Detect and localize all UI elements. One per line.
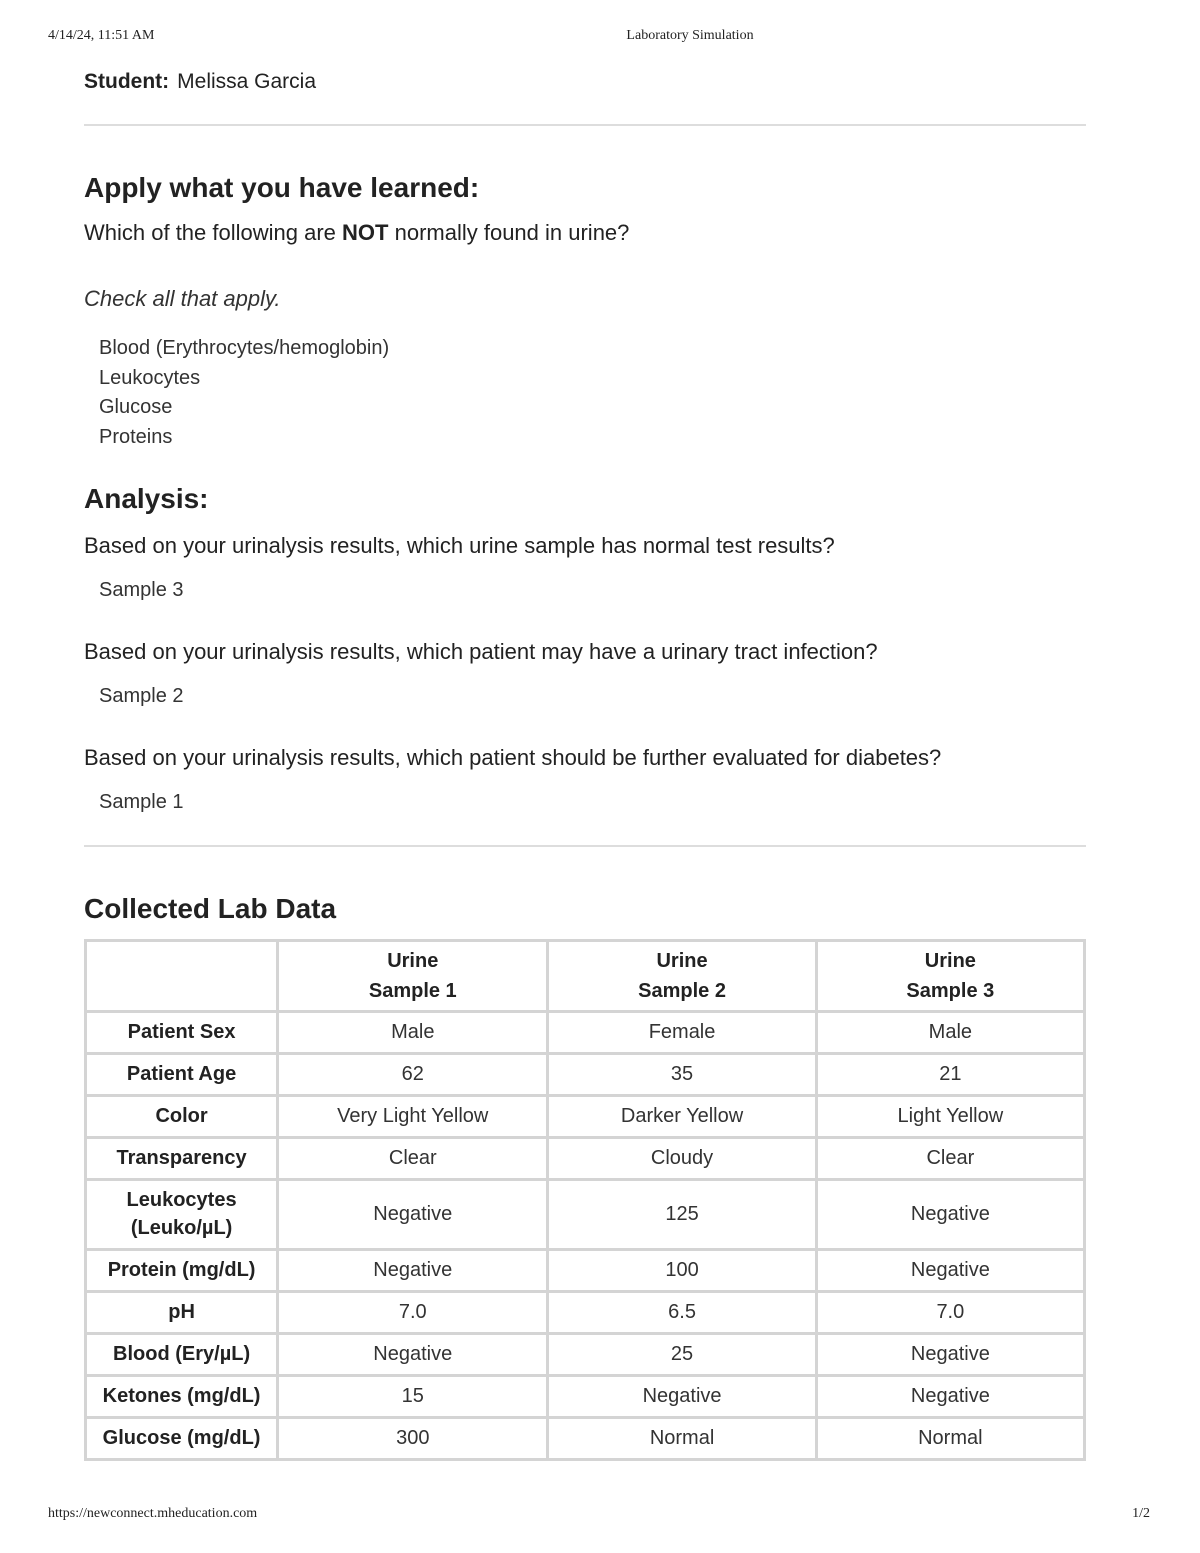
- table-row: [86, 1333, 1085, 1375]
- table-cell: 6.5: [548, 1291, 816, 1333]
- analysis-answer[interactable]: Sample 1: [99, 790, 184, 813]
- print-footer: [0, 1506, 1200, 1526]
- row-label: [86, 1179, 278, 1249]
- table-row: [86, 1291, 1085, 1333]
- option-item[interactable]: Proteins: [99, 426, 173, 449]
- apply-heading: Apply what you have learned:: [84, 172, 480, 203]
- analysis-question: Based on your urinalysis results, which urine sample has normal test results?: [84, 532, 835, 558]
- print-page-number: 1/2: [1132, 1506, 1150, 1521]
- table-header-row: [86, 940, 1085, 1011]
- option-item[interactable]: Glucose: [99, 396, 173, 419]
- row-label: pH: [86, 1291, 278, 1333]
- table-cell: Negative: [548, 1375, 816, 1417]
- analysis-question: Based on your urinalysis results, which patient may have a urinary tract infection?: [84, 638, 878, 664]
- table-cell: 7.0: [278, 1291, 548, 1333]
- row-label: Color: [86, 1095, 278, 1137]
- divider: [84, 124, 1086, 126]
- table-row: [86, 1011, 1085, 1053]
- student-name: Melissa Garcia: [177, 70, 317, 93]
- option-list: [84, 334, 1086, 453]
- column-header: [548, 940, 816, 1011]
- table-cell: Darker Yellow: [548, 1095, 816, 1137]
- table-cell: 21: [816, 1053, 1084, 1095]
- row-label: Patient Age: [86, 1053, 278, 1095]
- analysis-answer[interactable]: Sample 3: [99, 578, 184, 601]
- table-cell: Light Yellow: [816, 1095, 1084, 1137]
- row-label-line: Leukocytes: [126, 1189, 237, 1212]
- option-item[interactable]: Blood (Erythrocytes/hemoglobin): [99, 337, 390, 359]
- table-cell: Male: [278, 1011, 548, 1053]
- divider: [84, 845, 1086, 847]
- column-header-line: Sample 3: [906, 979, 995, 1002]
- table-cell: Negative: [816, 1179, 1084, 1249]
- print-header: [0, 28, 1200, 48]
- table-cell: Normal: [816, 1417, 1084, 1459]
- table-cell: 100: [548, 1249, 816, 1291]
- table-cell: Negative: [278, 1249, 548, 1291]
- table-row: [86, 1095, 1085, 1137]
- apply-question-post: normally found in urine?: [388, 220, 630, 245]
- print-title: Laboratory Simulation: [626, 28, 754, 43]
- lab-data-table: [84, 939, 1086, 1461]
- apply-instruction: Check all that apply.: [84, 286, 281, 311]
- lab-data-heading: Collected Lab Data: [84, 892, 337, 924]
- row-label: Patient Sex: [86, 1011, 278, 1053]
- analysis-heading: Analysis:: [84, 482, 209, 514]
- table-cell: Negative: [278, 1333, 548, 1375]
- row-label: Ketones (mg/dL): [86, 1375, 278, 1417]
- table-cell: 15: [278, 1375, 548, 1417]
- table-row: [86, 1375, 1085, 1417]
- column-header: [816, 940, 1084, 1011]
- student-line: [84, 66, 1086, 98]
- table-cell: 300: [278, 1417, 548, 1459]
- table-cell: Clear: [278, 1137, 548, 1179]
- row-label: Glucose (mg/dL): [86, 1417, 278, 1459]
- column-header-line: Urine: [656, 949, 708, 972]
- column-header-line: Sample 1: [368, 979, 457, 1002]
- row-label: Blood (Ery/µL): [86, 1333, 278, 1375]
- table-cell: Female: [548, 1011, 816, 1053]
- row-label: Transparency: [86, 1137, 278, 1179]
- table-cell: Negative: [816, 1333, 1084, 1375]
- table-cell: Male: [816, 1011, 1084, 1053]
- print-url[interactable]: https://newconnect.mheducation.com: [48, 1506, 258, 1521]
- apply-question-emphasis: NOT: [342, 220, 389, 245]
- apply-question-pre: Which of the following are: [84, 220, 343, 245]
- page-content: [84, 66, 1086, 1461]
- print-datetime: 4/14/24, 11:51 AM: [48, 28, 155, 43]
- column-header-line: Urine: [924, 949, 976, 972]
- table-row: [86, 1179, 1085, 1249]
- table-row: [86, 1137, 1085, 1179]
- table-cell: 35: [548, 1053, 816, 1095]
- analysis-answer[interactable]: Sample 2: [99, 684, 184, 707]
- table-row: [86, 1417, 1085, 1459]
- table-cell: 62: [278, 1053, 548, 1095]
- table-cell: Clear: [816, 1137, 1084, 1179]
- column-header: [278, 940, 548, 1011]
- column-header-line: Sample 2: [638, 979, 726, 1002]
- table-row: [86, 1249, 1085, 1291]
- table-cell: 125: [548, 1179, 816, 1249]
- row-label-line: (Leuko/µL): [130, 1217, 233, 1240]
- table-cell: 25: [548, 1333, 816, 1375]
- student-label: Student:: [84, 70, 170, 93]
- table-cell: Negative: [816, 1375, 1084, 1417]
- analysis-question: Based on your urinalysis results, which patient should be further evaluated for diabetes?: [84, 744, 942, 770]
- column-header-line: Urine: [387, 949, 439, 972]
- apply-question: [84, 218, 1086, 248]
- table-cell: Normal: [548, 1417, 816, 1459]
- option-item[interactable]: Leukocytes: [99, 366, 201, 389]
- table-row: [86, 1053, 1085, 1095]
- row-label: Protein (mg/dL): [86, 1249, 278, 1291]
- table-cell: 7.0: [816, 1291, 1084, 1333]
- table-cell: Very Light Yellow: [278, 1095, 548, 1137]
- table-corner-cell: [86, 940, 278, 1011]
- table-cell: Negative: [816, 1249, 1084, 1291]
- table-cell: Negative: [278, 1179, 548, 1249]
- table-cell: Cloudy: [548, 1137, 816, 1179]
